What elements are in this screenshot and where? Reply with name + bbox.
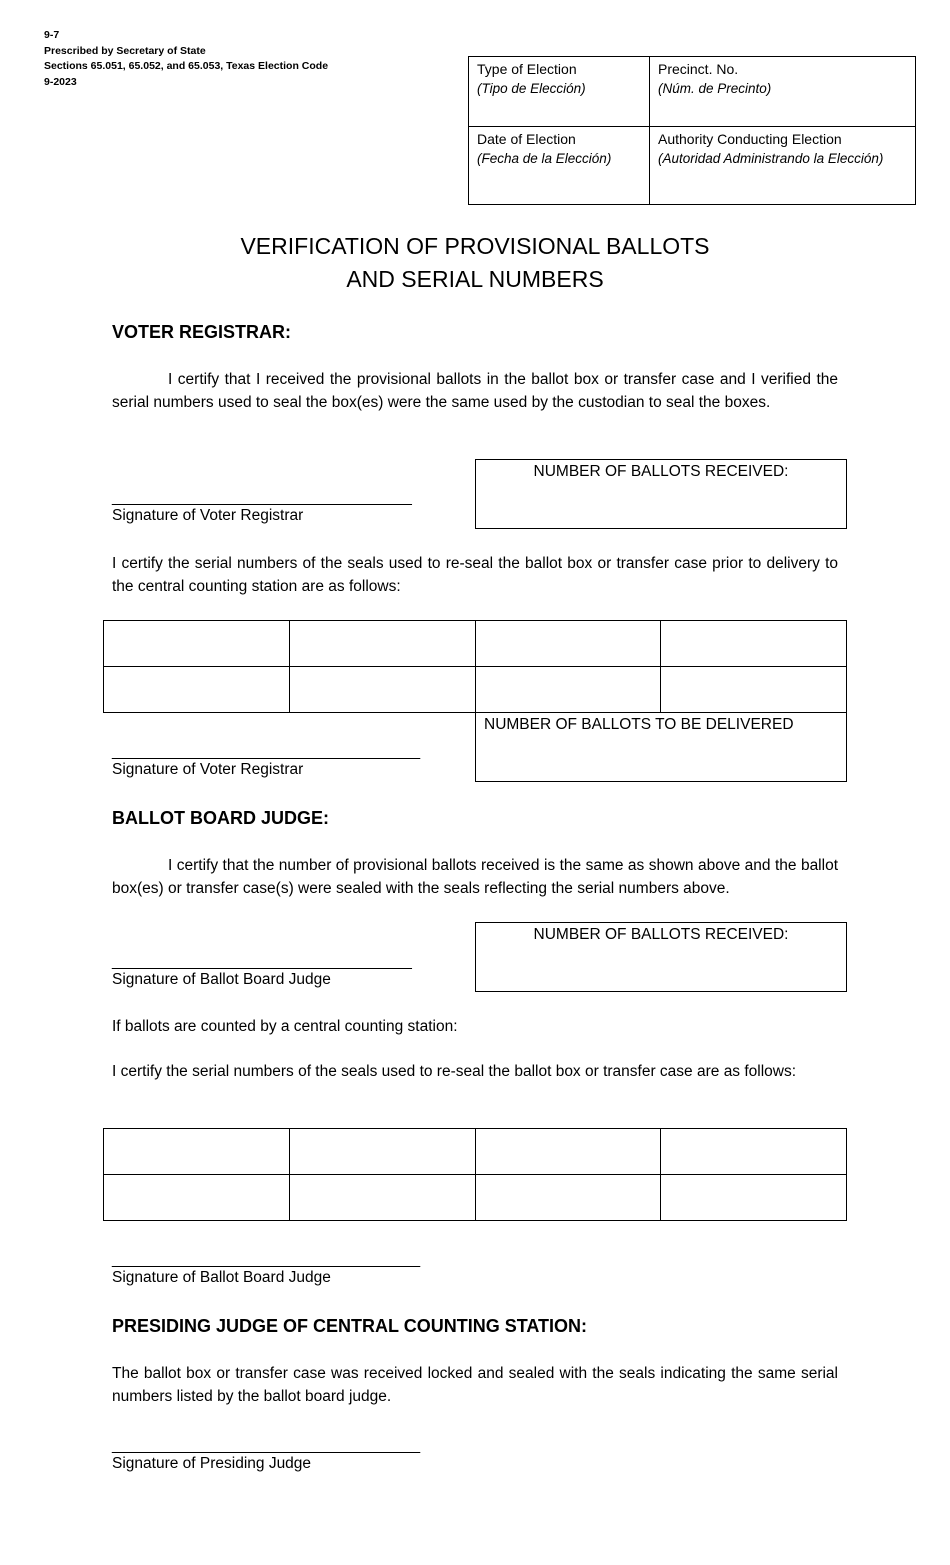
ballots-received-label: NUMBER OF BALLOTS RECEIVED: — [533, 463, 789, 480]
ballot-board-judge-signature-label-1: Signature of Ballot Board Judge — [112, 971, 331, 988]
serial-number-cell[interactable] — [104, 1129, 290, 1175]
voter-registrar-ballots-received-box[interactable] — [475, 459, 847, 529]
page-title — [0, 230, 950, 296]
date-of-election-label: Date of Election — [477, 131, 576, 147]
central-counting-note: If ballots are counted by a central counting station: — [112, 1018, 458, 1035]
voter-registrar-signature-label-2: Signature of Voter Registrar — [112, 761, 304, 778]
ballot-board-judge-signature-line-2[interactable]: _____________________________________ — [112, 1251, 420, 1268]
serial-number-cell[interactable] — [475, 1129, 661, 1175]
voter-registrar-signature-label-1: Signature of Voter Registrar — [112, 507, 304, 524]
type-of-election-label-es: (Tipo de Elección) — [477, 81, 586, 96]
serial-number-cell[interactable] — [104, 667, 290, 713]
type-of-election-field[interactable] — [469, 57, 650, 127]
form-header — [44, 28, 328, 90]
presiding-judge-signature-line[interactable]: _____________________________________ — [112, 1437, 420, 1454]
serial-number-cell[interactable] — [289, 1129, 475, 1175]
type-of-election-label: Type of Election — [477, 61, 577, 77]
serial-number-cell[interactable] — [475, 667, 661, 713]
title-line-1: VERIFICATION OF PROVISIONAL BALLOTS — [240, 233, 710, 259]
voter-registrar-signature-line-1[interactable]: ____________________________________ — [112, 489, 412, 506]
precinct-no-label-es: (Núm. de Precinto) — [658, 81, 772, 96]
ballot-board-judge-signature-label-2: Signature of Ballot Board Judge — [112, 1269, 331, 1286]
serial-row — [104, 1175, 847, 1221]
serial-number-cell[interactable] — [661, 667, 847, 713]
serial-number-cell[interactable] — [289, 667, 475, 713]
ballots-received-label: NUMBER OF BALLOTS RECEIVED: — [533, 926, 789, 943]
presiding-judge-heading: PRESIDING JUDGE OF CENTRAL COUNTING STATION: — [112, 1316, 588, 1336]
code-sections: Sections 65.051, 65.052, and 65.053, Texas Election Code — [44, 60, 329, 72]
ballot-board-judge-signature-line-1[interactable]: ____________________________________ — [112, 953, 412, 970]
precinct-no-field[interactable] — [650, 57, 916, 127]
ballot-board-judge-heading: BALLOT BOARD JUDGE: — [112, 808, 329, 828]
form-revision: 9-2023 — [44, 75, 77, 88]
date-of-election-label-es: (Fecha de la Elección) — [477, 151, 612, 166]
serial-number-cell[interactable] — [104, 621, 290, 667]
voter-registrar-serial-number-grid — [103, 620, 847, 713]
voter-registrar-heading: VOTER REGISTRAR: — [112, 322, 292, 342]
serial-number-cell[interactable] — [289, 621, 475, 667]
serial-number-cell[interactable] — [475, 621, 661, 667]
serial-number-cell[interactable] — [289, 1175, 475, 1221]
serial-number-cell[interactable] — [104, 1175, 290, 1221]
precinct-no-label: Precinct. No. — [658, 61, 739, 77]
ballot-board-judge-certify-serials: I certify the serial numbers of the seals used to re-seal the ballot box or transfer case are as follows: — [112, 1063, 797, 1080]
serial-row — [104, 1129, 847, 1175]
ballot-board-judge-certify-same: I certify that the number of provisional ballots received is the same as shown above and the ballot box(es) or transfer case(s) were sealed with the seals reflecting the serial numbers above. — [112, 857, 838, 897]
prescribed-by: Prescribed by Secretary of State — [44, 44, 206, 57]
authority-label: Authority Conducting Election — [658, 131, 842, 147]
serial-number-cell[interactable] — [475, 1175, 661, 1221]
presiding-judge-signature-label: Signature of Presiding Judge — [112, 1455, 312, 1472]
serial-number-cell[interactable] — [661, 1129, 847, 1175]
serial-row — [104, 621, 847, 667]
title-line-2: AND SERIAL NUMBERS — [346, 266, 604, 292]
ballot-board-judge-ballots-received-box[interactable] — [475, 922, 847, 992]
form-number: 9-7 — [44, 29, 60, 41]
voter-registrar-signature-line-2[interactable]: _____________________________________ — [112, 743, 420, 760]
ballots-to-be-delivered-label: NUMBER OF BALLOTS TO BE DELIVERED — [484, 716, 794, 733]
authority-field[interactable] — [650, 127, 916, 204]
serial-number-cell[interactable] — [661, 1175, 847, 1221]
date-of-election-field[interactable] — [469, 127, 650, 204]
election-info-table — [468, 56, 916, 205]
serial-row — [104, 667, 847, 713]
presiding-judge-statement: The ballot box or transfer case was received locked and sealed with the seals indicating the same serial numbers listed by the ballot board judge. — [112, 1365, 838, 1405]
authority-label-es: (Autoridad Administrando la Elección) — [658, 151, 884, 166]
ballots-to-be-delivered-box[interactable] — [475, 712, 847, 782]
serial-number-cell[interactable] — [661, 621, 847, 667]
ballot-board-judge-serial-number-grid — [103, 1128, 847, 1221]
voter-registrar-certify-received: I certify that I received the provisional ballots in the ballot box or transfer case and I verified the serial numbers used to seal the box(es) were the same used by the custodian to seal the boxes. — [112, 371, 838, 411]
voter-registrar-certify-serials: I certify the serial numbers of the seals used to re-seal the ballot box or transfer case prior to delivery to the central counting station are as follows: — [112, 555, 838, 595]
